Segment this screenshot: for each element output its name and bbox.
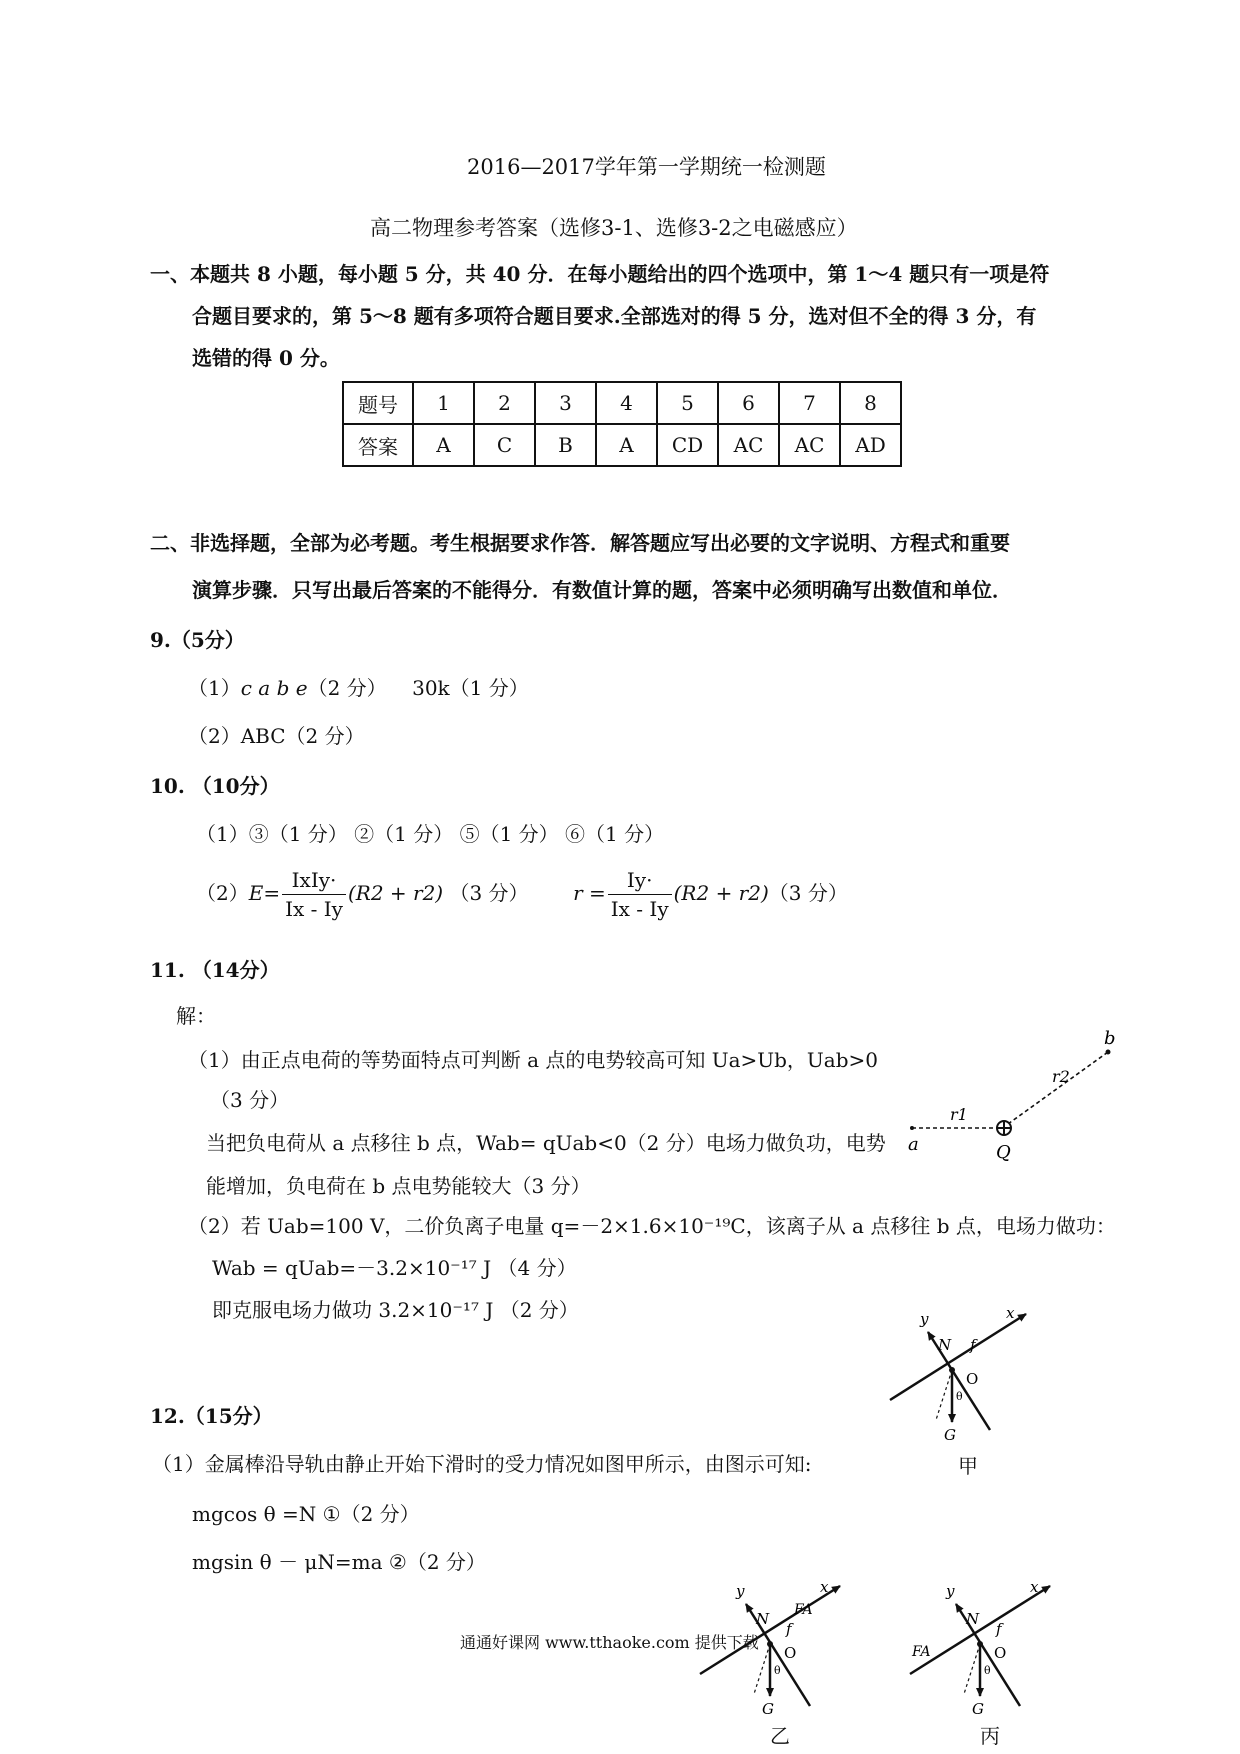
- svg-text:x: x: [1006, 1304, 1015, 1322]
- q11-part2-line3: 即克服电场力做功 3.2×10⁻¹⁷ J （2 分）: [212, 1298, 579, 1322]
- question-number-cell: 4: [596, 382, 657, 424]
- section1-line1: 一、本题共 8 小题，每小题 5 分，共 40 分．在每小题给出的四个选项中，第 1～4 题只有一项是符: [150, 262, 1050, 286]
- table-answer-label: 答案: [343, 424, 413, 466]
- svg-text:N: N: [938, 1336, 952, 1354]
- answer-table-answer-row: [343, 424, 901, 466]
- q9-part1-prefix: （1）: [188, 676, 241, 700]
- question-number-cell: 8: [840, 382, 901, 424]
- svg-text:θ: θ: [774, 1664, 781, 1677]
- resistance-tail: (R2 + r2): [673, 881, 769, 905]
- svg-text:O: O: [994, 1644, 1007, 1662]
- component-dashed-line: [936, 1370, 952, 1420]
- answer-cell: AC: [779, 424, 840, 466]
- q10-part1: （1）③（1 分） ②（1 分） ⑤（1 分） ⑥（1 分）: [196, 822, 665, 846]
- force-diagram-jia: [880, 1290, 1040, 1450]
- point-b-dot: [1106, 1050, 1111, 1055]
- section1-line2: 合题目要求的，第 5～8 题有多项符合题目要求.全部选对的得 5 分，选对但不全的得 3 分，有: [192, 304, 1037, 328]
- document-subtitle: 高二物理参考答案（选修3-1、选修3-2之电磁感应）: [370, 216, 858, 240]
- svg-text:f: f: [970, 1336, 976, 1354]
- document-title: 2016—2017学年第一学期统一检测题: [467, 155, 826, 179]
- answer-cell: CD: [657, 424, 718, 466]
- label-a: a: [908, 1134, 919, 1155]
- q9-part2: （2）ABC（2 分）: [188, 724, 365, 748]
- q11-part1-line4: 能增加，负电荷在 b 点电势能较大（3 分）: [206, 1174, 591, 1198]
- question-number-cell: 3: [535, 382, 596, 424]
- q11-part1-line3: 当把负电荷从 a 点移往 b 点，Wab= qUab<0（2 分）电场力做负功，电势: [206, 1131, 886, 1155]
- label-b: b: [1104, 1030, 1116, 1049]
- section2-line1: 二、非选择题，全部为必考题。考生根据要求作答．解答题应写出必要的文字说明、方程式和重要: [150, 531, 1010, 555]
- origin-dot: [977, 1641, 983, 1647]
- q11-part2-line2: Wab = qUab=－3.2×10⁻¹⁷ J （4 分）: [212, 1256, 577, 1280]
- q11-part1-line1: （1）由正点电荷的等势面特点可判断 a 点的电势较高可知 Ua>Ub，Uab>0: [188, 1048, 878, 1072]
- q11-heading: 11. （14分）: [150, 958, 280, 982]
- answer-cell: AC: [718, 424, 779, 466]
- svg-text:G: G: [944, 1426, 956, 1444]
- answer-cell: C: [474, 424, 535, 466]
- answer-table: [342, 381, 902, 467]
- svg-text:O: O: [966, 1370, 979, 1388]
- question-number-cell: 7: [779, 382, 840, 424]
- svg-text:N: N: [966, 1610, 980, 1628]
- q9-part1-value: 30k（1 分）: [412, 676, 529, 700]
- label-r1: r1: [950, 1105, 968, 1124]
- figure-label-bing: 丙: [980, 1724, 1000, 1748]
- question-number-cell: 2: [474, 382, 535, 424]
- question-number-cell: 1: [413, 382, 474, 424]
- x-axis-arrow: [890, 1314, 1026, 1400]
- q9-heading: 9.（5分）: [150, 628, 245, 652]
- resistance-fraction: [608, 868, 672, 921]
- svg-text:θ: θ: [984, 1664, 991, 1677]
- svg-text:G: G: [972, 1700, 984, 1716]
- answer-cell: AD: [840, 424, 901, 466]
- section2-line2: 演算步骤．只写出最后答案的不能得分．有数值计算的题，答案中必须明确写出数值和单位．: [192, 578, 1012, 602]
- positive-charge-icon: [997, 1121, 1011, 1135]
- svg-text:θ: θ: [956, 1390, 963, 1403]
- svg-text:y: y: [920, 1310, 929, 1328]
- origin-dot: [767, 1641, 773, 1647]
- resistance-lhs: r =: [573, 881, 606, 905]
- svg-text:x: x: [1030, 1578, 1039, 1596]
- component-dashed-line: [964, 1644, 980, 1694]
- question-number-cell: 6: [718, 382, 779, 424]
- label-Q: Q: [996, 1142, 1011, 1163]
- q10-part2: [196, 868, 848, 921]
- label-r2: r2: [1052, 1067, 1070, 1086]
- emf-fraction: [282, 868, 346, 921]
- q12-heading: 12.（15分）: [150, 1404, 273, 1428]
- footer-source: 通通好课网 www.tthaoke.com 提供下载: [460, 1633, 759, 1652]
- q10-heading: 10. （10分）: [150, 774, 280, 798]
- answer-table-header-row: [343, 382, 901, 424]
- section1-line3: 选错的得 0 分。: [192, 346, 340, 370]
- svg-text:N: N: [756, 1610, 770, 1628]
- emf-points: （3 分）: [449, 881, 529, 905]
- svg-text:f: f: [786, 1620, 792, 1638]
- svg-text:FA: FA: [794, 1602, 813, 1618]
- answer-cell: B: [535, 424, 596, 466]
- resistance-points: （3 分）: [768, 881, 848, 905]
- emf-denominator: Ix - Iy: [285, 897, 343, 921]
- answer-cell: A: [413, 424, 474, 466]
- emf-lhs: E=: [248, 881, 281, 905]
- q10-part2-prefix: （2）: [196, 881, 249, 905]
- resistance-denominator: Ix - Iy: [610, 897, 669, 921]
- q11-part2-line1: （2）若 Uab=100 V，二价负离子电量 q=－2×1.6×10⁻¹⁹C，该离子从 a 点移往 b 点，电场力做功：: [188, 1214, 1116, 1238]
- q12-equation1: mgcos θ =N ①（2 分）: [192, 1502, 420, 1526]
- r2-dashed-line: [1008, 1052, 1108, 1124]
- q9-part1-points: （2 分）: [307, 676, 387, 700]
- q9-part1-answer: c a b e: [240, 676, 308, 700]
- q11-solution-label: 解：: [176, 1004, 216, 1028]
- figure-label-jia: 甲: [958, 1454, 978, 1478]
- svg-text:f: f: [996, 1620, 1002, 1638]
- charge-field-figure: [900, 1030, 1130, 1170]
- answer-cell: A: [596, 424, 657, 466]
- emf-numerator: IxIy·: [282, 868, 346, 895]
- point-a-dot: [910, 1126, 914, 1130]
- q9-part1: [188, 672, 529, 701]
- svg-text:G: G: [762, 1700, 774, 1716]
- emf-tail: (R2 + r2): [347, 881, 444, 905]
- table-header-label: 题号: [343, 382, 413, 424]
- svg-text:y: y: [946, 1582, 955, 1600]
- figure-label-yi: 乙: [770, 1724, 790, 1748]
- q12-equation2: mgsin θ － μN=ma ②（2 分）: [192, 1550, 486, 1574]
- svg-text:O: O: [784, 1644, 797, 1662]
- q11-part1-line2: （3 分）: [210, 1088, 290, 1112]
- force-diagram-bing: [900, 1556, 1070, 1716]
- svg-text:FA: FA: [912, 1644, 931, 1660]
- origin-dot: [949, 1367, 955, 1373]
- svg-text:y: y: [736, 1582, 745, 1600]
- svg-text:x: x: [820, 1578, 829, 1596]
- resistance-numerator: Iy·: [608, 868, 672, 895]
- question-number-cell: 5: [657, 382, 718, 424]
- q12-part1: （1）金属棒沿导轨由静止开始下滑时的受力情况如图甲所示，由图示可知:: [152, 1452, 812, 1476]
